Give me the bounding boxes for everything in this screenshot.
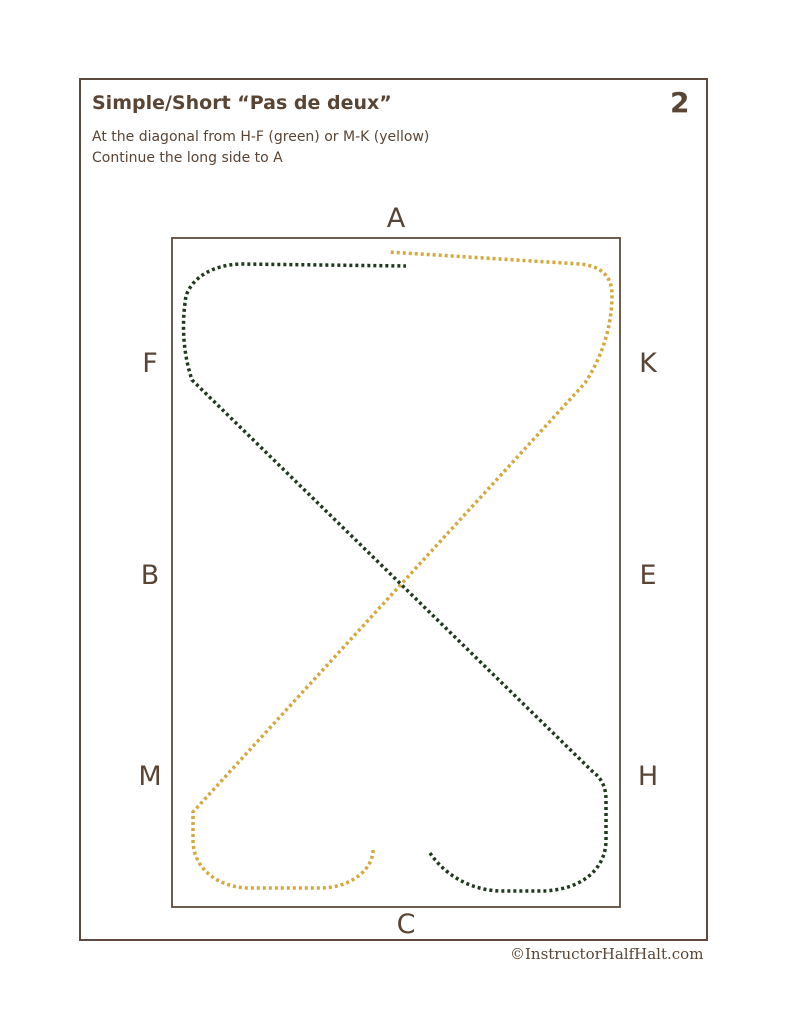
letter-b: B xyxy=(140,560,160,591)
letter-h: H xyxy=(637,761,659,792)
yellow-path xyxy=(193,252,612,888)
copyright-credit: ©InstructorHalfHalt.com xyxy=(510,945,704,963)
letter-m: M xyxy=(138,761,162,792)
exercise-number: 2 xyxy=(670,86,690,119)
letter-e: E xyxy=(639,560,657,591)
green-path xyxy=(184,264,606,891)
arena-outline xyxy=(172,238,620,907)
letter-a: A xyxy=(386,203,406,234)
exercise-title: Simple/Short “Pas de deux” xyxy=(92,92,392,114)
instruction-line-2: Continue the long side to A xyxy=(92,150,283,166)
instruction-line-1: At the diagonal from H-F (green) or M-K (yellow) xyxy=(92,129,430,145)
letter-f: F xyxy=(142,348,158,379)
letter-c: C xyxy=(396,909,416,940)
letter-k: K xyxy=(639,348,657,379)
